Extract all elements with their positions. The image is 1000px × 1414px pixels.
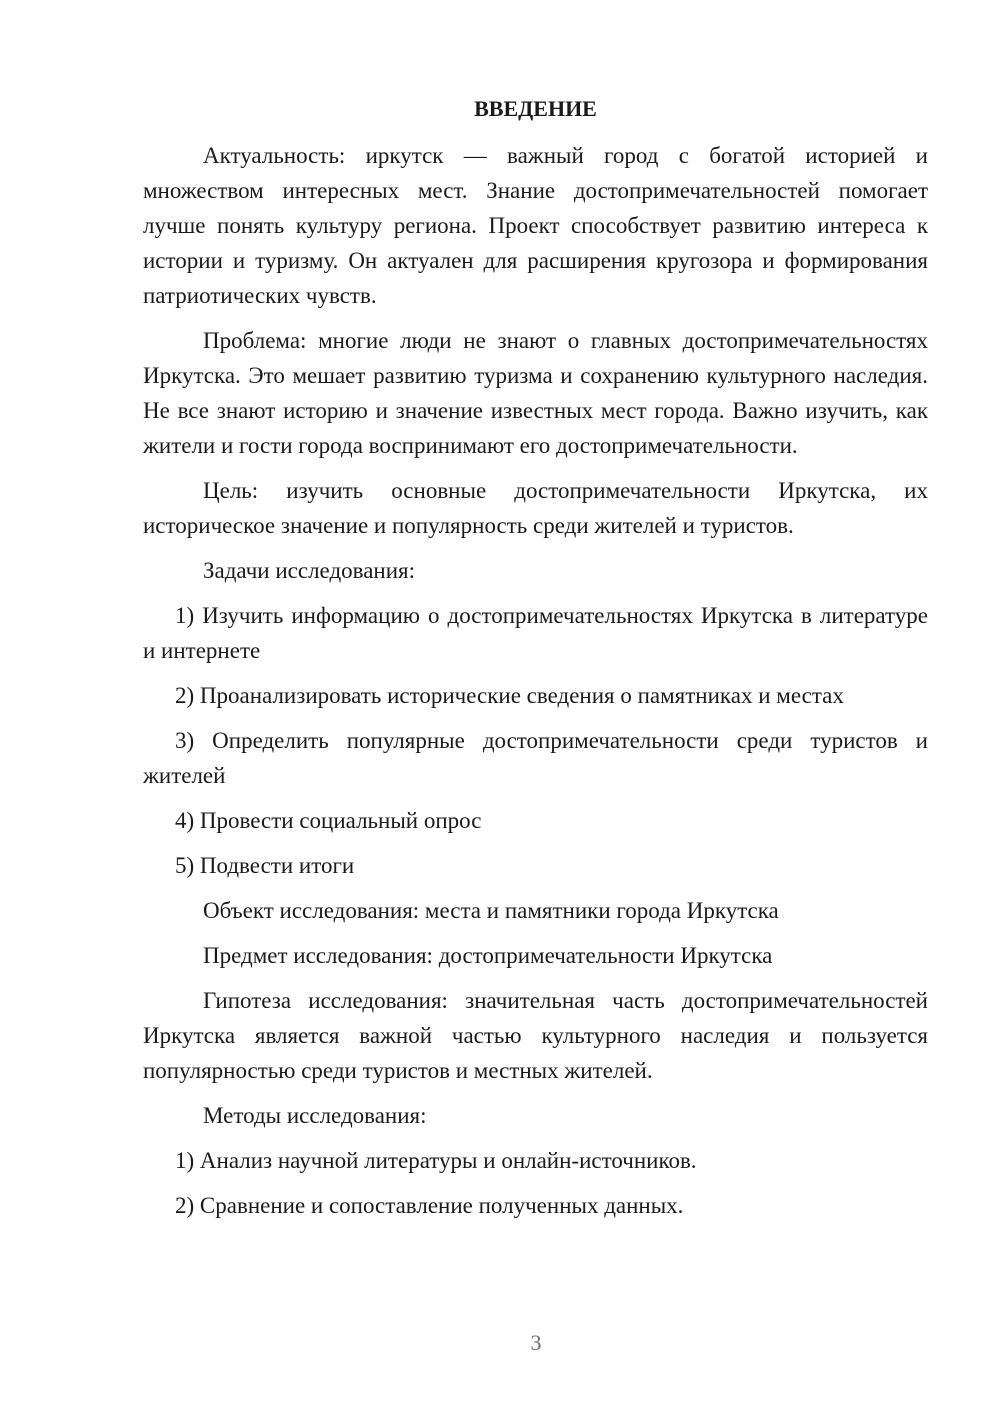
methods-heading: Методы исследования:: [203, 1103, 427, 1128]
page-number: 3: [530, 1330, 542, 1355]
page-content: [143, 90, 928, 1233]
task-item: 3) Определить популярные достопримечательности среди туристов и жителей: [143, 728, 928, 788]
method-item: 2) Сравнение и сопоставление полученных данных.: [175, 1193, 684, 1218]
task-item: 4) Провести социальный опрос: [175, 808, 482, 833]
subject-line: Предмет исследования: достопримечательности Иркутска: [203, 943, 773, 968]
problem-paragraph: Проблема: многие люди не знают о главных достопримечательностях Иркутска. Это мешает развитию туризма и сохранению культурного наследия. Не все знают историю и значение известных мест города. Важно изучить, как жители и гости города воспринимают его достопримечательности.: [143, 328, 928, 458]
goal-paragraph: Цель: изучить основные достопримечательности Иркутска, их историческое значение и популярность среди жителей и туристов.: [143, 478, 928, 538]
tasks-heading: Задачи исследования:: [203, 558, 416, 583]
task-item: 1) Изучить информацию о достопримечательностях Иркутска в литературе и интернете: [143, 603, 928, 663]
task-item: 2) Проанализировать исторические сведения о памятниках и местах: [175, 683, 844, 708]
relevance-paragraph: Актуальность: иркутск — важный город с богатой историей и множеством интересных мест. Знание достопримечательностей помогает лучше понять культуру региона. Проект способствует развитию интереса к истории и туризму. Он актуален для расширения кругозора и формирования патриотических чувств.: [143, 143, 928, 308]
hypothesis-paragraph: Гипотеза исследования: значительная часть достопримечательностей Иркутска является важной частью культурного наследия и пользуется популярностью среди туристов и местных жителей.: [143, 988, 928, 1083]
task-item: 5) Подвести итоги: [175, 853, 355, 878]
method-item: 1) Анализ научной литературы и онлайн-источников.: [175, 1148, 697, 1173]
page-title: ВВЕДЕНИЕ: [474, 96, 597, 121]
object-line: Объект исследования: места и памятники города Иркутска: [203, 898, 779, 923]
